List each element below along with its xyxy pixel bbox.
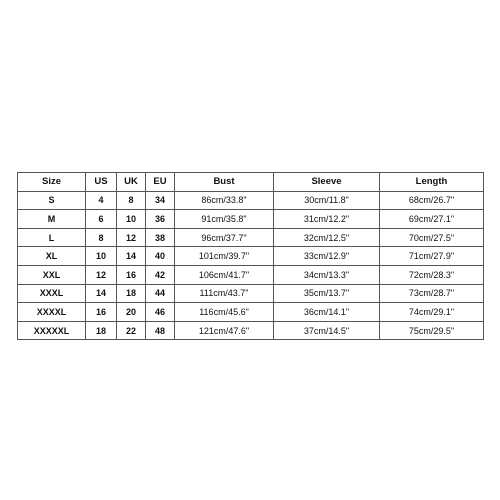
- size-chart-table: [17, 172, 484, 340]
- bust-cell: 106cm/41.7": [175, 265, 274, 284]
- us-cell: 8: [86, 228, 117, 247]
- eu-cell: 46: [146, 303, 175, 322]
- eu-cell: 36: [146, 210, 175, 229]
- eu-cell: 44: [146, 284, 175, 303]
- uk-cell: 12: [117, 228, 146, 247]
- table-row: [18, 191, 484, 210]
- length-cell: 71cm/27.9": [380, 247, 484, 266]
- uk-cell: 14: [117, 247, 146, 266]
- size-cell: XL: [18, 247, 86, 266]
- size-cell: XXXXXL: [18, 321, 86, 340]
- us-cell: 12: [86, 265, 117, 284]
- table-row: [18, 303, 484, 322]
- uk-cell: 16: [117, 265, 146, 284]
- table-row: [18, 228, 484, 247]
- header-uk: UK: [117, 173, 146, 192]
- bust-cell: 111cm/43.7": [175, 284, 274, 303]
- uk-cell: 10: [117, 210, 146, 229]
- sleeve-cell: 33cm/12.9": [274, 247, 380, 266]
- size-cell: XXXXL: [18, 303, 86, 322]
- size-cell: L: [18, 228, 86, 247]
- bust-cell: 96cm/37.7": [175, 228, 274, 247]
- us-cell: 18: [86, 321, 117, 340]
- table-row: [18, 284, 484, 303]
- length-cell: 72cm/28.3": [380, 265, 484, 284]
- us-cell: 10: [86, 247, 117, 266]
- size-chart-header: [18, 173, 484, 192]
- length-cell: 68cm/26.7": [380, 191, 484, 210]
- uk-cell: 8: [117, 191, 146, 210]
- sleeve-cell: 36cm/14.1": [274, 303, 380, 322]
- bust-cell: 116cm/45.6": [175, 303, 274, 322]
- bust-cell: 121cm/47.6": [175, 321, 274, 340]
- header-sleeve: Sleeve: [274, 173, 380, 192]
- header-size: Size: [18, 173, 86, 192]
- size-cell: XXXL: [18, 284, 86, 303]
- length-cell: 75cm/29.5": [380, 321, 484, 340]
- length-cell: 74cm/29.1": [380, 303, 484, 322]
- eu-cell: 34: [146, 191, 175, 210]
- eu-cell: 40: [146, 247, 175, 266]
- sleeve-cell: 32cm/12.5": [274, 228, 380, 247]
- sleeve-cell: 35cm/13.7": [274, 284, 380, 303]
- us-cell: 4: [86, 191, 117, 210]
- header-row: [18, 173, 484, 192]
- table-row: [18, 210, 484, 229]
- bust-cell: 86cm/33.8": [175, 191, 274, 210]
- eu-cell: 48: [146, 321, 175, 340]
- eu-cell: 38: [146, 228, 175, 247]
- bust-cell: 91cm/35.8": [175, 210, 274, 229]
- header-us: US: [86, 173, 117, 192]
- us-cell: 16: [86, 303, 117, 322]
- sleeve-cell: 31cm/12.2": [274, 210, 380, 229]
- us-cell: 14: [86, 284, 117, 303]
- size-cell: S: [18, 191, 86, 210]
- size-cell: XXL: [18, 265, 86, 284]
- size-chart-body: [18, 191, 484, 340]
- table-row: [18, 321, 484, 340]
- bust-cell: 101cm/39.7": [175, 247, 274, 266]
- table-row: [18, 265, 484, 284]
- header-bust: Bust: [175, 173, 274, 192]
- size-cell: M: [18, 210, 86, 229]
- uk-cell: 22: [117, 321, 146, 340]
- length-cell: 69cm/27.1": [380, 210, 484, 229]
- sleeve-cell: 30cm/11.8": [274, 191, 380, 210]
- sleeve-cell: 37cm/14.5": [274, 321, 380, 340]
- table-row: [18, 247, 484, 266]
- uk-cell: 18: [117, 284, 146, 303]
- header-length: Length: [380, 173, 484, 192]
- length-cell: 73cm/28.7": [380, 284, 484, 303]
- header-eu: EU: [146, 173, 175, 192]
- uk-cell: 20: [117, 303, 146, 322]
- us-cell: 6: [86, 210, 117, 229]
- length-cell: 70cm/27.5": [380, 228, 484, 247]
- eu-cell: 42: [146, 265, 175, 284]
- sleeve-cell: 34cm/13.3": [274, 265, 380, 284]
